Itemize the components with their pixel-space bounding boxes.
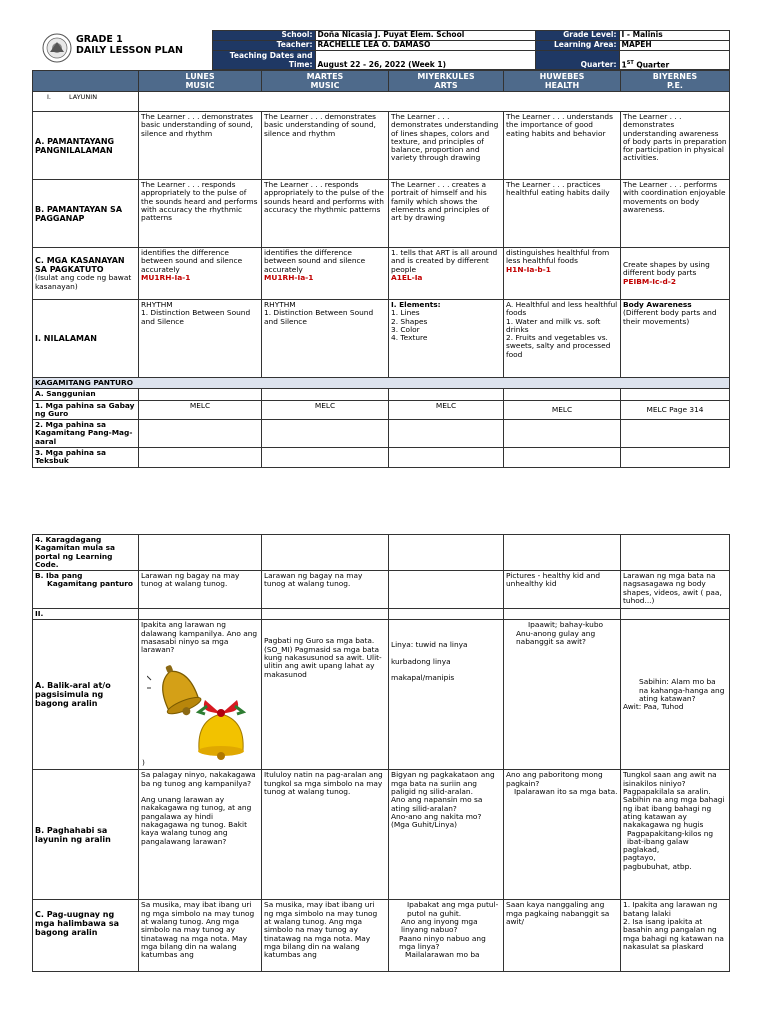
table-cell: Saan kaya nanggaling ang mga pagkaing nabanggit sa awit/ xyxy=(504,900,621,972)
christmas-bell-icon xyxy=(198,700,244,760)
kasanayan-row xyxy=(33,248,730,300)
row-label: C. Pag-uugnay ng mga halimbawa sa bagong aralin xyxy=(33,900,139,972)
table-cell: distinguishes healthful from less healthful foods H1N-Ia-b-1 xyxy=(504,248,621,300)
dates-value: August 22 - 26, 2022 (Week 1) xyxy=(315,51,535,70)
table-cell: A. Healthful and less healthful foods 1. Water and milk vs. soft drinks 2. Fruits and vegetables vs. sweets, salty and processed food xyxy=(504,300,621,378)
days-header-row xyxy=(33,71,730,92)
kagamitan-row xyxy=(33,378,730,389)
table-cell: Body Awareness (Different body parts and their movements) xyxy=(621,300,730,378)
table-cell: The Learner . . . demonstrates basic understanding of sound, silence and rhythm xyxy=(139,112,262,180)
teacher-label: Teacher: xyxy=(212,41,315,51)
table-cell: Itululoy natin na pag-aralan ang tungkol sa mga simbolo na may tunog at walang tunog. xyxy=(262,770,389,900)
row-label: B. PAMANTAYAN SA PAGGANAP xyxy=(33,180,139,248)
karagdagang-row xyxy=(33,535,730,571)
table-cell: RHYTHM 1. Distinction Between Sound and Silence xyxy=(139,300,262,378)
section-heading: KAGAMITANG PANTURO xyxy=(33,378,730,389)
deped-seal-icon xyxy=(42,33,72,63)
row-label: B. Iba pang Kagamitang panturo xyxy=(33,571,139,609)
table-cell: Linya: tuwid na linya kurbadong linya makapal/manipis xyxy=(389,620,504,770)
table-cell: The Learner . . . practices healthful eating habits daily xyxy=(504,180,621,248)
row-label: 1. Mga pahina sa Gabay ng Guro xyxy=(33,400,139,420)
day-header-tuesday: MARTES MUSIC xyxy=(262,71,389,92)
layunin-row: I. LAYUNIN xyxy=(33,92,730,112)
day-header-friday: BIYERNES P.E. xyxy=(621,71,730,92)
table-cell: Pagbati ng Guro sa mga bata. (SO_MI) Pagmasid sa mga bata kung nakasusunod sa awit. Ulit-ulitin ang awit upang lahat ay makasunod xyxy=(262,620,389,770)
day-header-monday: LUNES MUSIC xyxy=(139,71,262,92)
teksbuk-row xyxy=(33,448,730,468)
table-cell: Sabihin: Alam mo ba na kahanga-hanga ang ating katawan? Awit: Paa, Tuhod xyxy=(621,620,730,770)
table-cell: Create shapes by using different body parts PEIBM-Ic-d-2 xyxy=(621,248,730,300)
table-cell: Ipakita ang larawan ng dalawang kampanilya. Ano ang masasabi ninyo sa mga larawan? ) xyxy=(139,620,262,770)
table-cell: MELC xyxy=(262,400,389,420)
row-label: B. Paghahabi sa layunin ng aralin xyxy=(33,770,139,900)
header-table xyxy=(32,30,730,70)
table-cell: The Learner . . . understands the importance of good eating habits and behavior xyxy=(504,112,621,180)
lesson-table-page-2 xyxy=(32,534,730,972)
teacher-value: RACHELLE LEA O. DAMASO xyxy=(315,41,535,51)
table-cell: The Learner . . . demonstrates understanding awareness of body parts in preparation for participation in physical activities. xyxy=(621,112,730,180)
ii-row: II. xyxy=(33,609,730,620)
table-cell: Larawan ng bagay na may tunog at walang tunog. xyxy=(262,571,389,609)
lesson-table-page-1 xyxy=(32,70,730,468)
lesson-plan-page-1 xyxy=(32,30,729,468)
table-cell: MELC xyxy=(504,400,621,420)
row-label: I. NILALAMAN xyxy=(33,300,139,378)
grade-title: GRADE 1 xyxy=(76,33,123,45)
gabay-row xyxy=(33,400,730,420)
table-cell: Ano ang paboritong mong pagkain? Ipalarawan ito sa mga bata. xyxy=(504,770,621,900)
dates-label: Teaching Dates and Time: xyxy=(212,51,315,70)
quarter-label: Quarter: xyxy=(535,51,619,70)
kagamitang-pang-mag-aaral-row xyxy=(33,420,730,448)
table-cell: Tungkol saan ang awit na isinakilos niniyo? Pagpapakilala sa aralin. Sabihin na ang mga bahagi ng ibat ibang bahagi ng ating katawan ay nakakagawa ng hugis Pagpapakitang-kilos ng ibat-ibang galaw paglakad, pagtayo, pagbubuhat, atbp. xyxy=(621,770,730,900)
day-header-thursday: HUWEBES HEALTH xyxy=(504,71,621,92)
table-cell: Ipabakat ang mga putul-putol na guhit. Ano ang inyong mga linyang nabuo? Paano ninyo nabuo ang mga linya? Mailalarawan mo ba xyxy=(389,900,504,972)
plan-title: DAILY LESSON PLAN xyxy=(76,44,183,56)
table-cell xyxy=(389,571,504,609)
bells-image xyxy=(147,658,257,760)
paghahabi-row xyxy=(33,770,730,900)
table-cell: Ipaawit; bahay-kubo Anu-anong gulay ang nabanggit sa awit? xyxy=(504,620,621,770)
pamantayan-sa-pagganap-row xyxy=(33,180,730,248)
day-header-wednesday: MIYERKULES ARTS xyxy=(389,71,504,92)
balik-aral-row xyxy=(33,620,730,770)
school-label: School: xyxy=(212,31,315,41)
table-cell: I. Elements: 1. Lines 2. Shapes 3. Color 4. Texture xyxy=(389,300,504,378)
table-cell: MELC xyxy=(139,400,262,420)
table-cell: The Learner . . . demonstrates understanding of lines shapes, colors and texture, and principles of balance, proportion and variety through drawing xyxy=(389,112,504,180)
row-label: 2. Mga pahina sa Kagamitang Pang-Mag-aaral xyxy=(33,420,139,448)
row-label: A. Balik-aral at/o pagsisimula ng bagong aralin xyxy=(33,620,139,770)
row-label: A. PAMANTAYANG PANGNILALAMAN xyxy=(33,112,139,180)
title-block xyxy=(32,31,212,70)
table-cell: 1. tells that ART is all around and is created by different people A1EL-Ia xyxy=(389,248,504,300)
grade-level-label: Grade Level: xyxy=(535,31,619,41)
table-cell: MELC xyxy=(389,400,504,420)
table-cell: MELC Page 314 xyxy=(621,400,730,420)
learning-area-value: MAPEH xyxy=(619,41,729,51)
table-cell: RHYTHM 1. Distinction Between Sound and Silence xyxy=(262,300,389,378)
table-cell: Bigyan ng pagkakataon ang mga bata na suriin ang paligid ng silid-aralan. Ano ang napansin mo sa ating silid-aralan? Ano-ano ang nakita mo? (Mga Guhit/Linya) xyxy=(389,770,504,900)
sanggunian-row: A. Sanggunian xyxy=(33,389,730,400)
lesson-plan-page-2 xyxy=(32,534,729,972)
row-label: 4. Karagdagang Kagamitan mula sa portal ng Learning Code. xyxy=(33,535,139,571)
grade-level-value: I - Malinis xyxy=(619,31,729,41)
row-label: 3. Mga pahina sa Teksbuk xyxy=(33,448,139,468)
learning-area-label: Learning Area: xyxy=(535,41,619,51)
table-cell: Larawan ng mga bata na nagsasagawa ng body shapes, videos, awit ( paa, tuhod...) xyxy=(621,571,730,609)
table-cell: The Learner . . . demonstrates basic understanding of sound, silence and rhythm xyxy=(262,112,389,180)
table-cell: Sa musika, may ibat ibang uri ng mga simbolo na may tunog at walang tunog. Ang mga simbolo na may tunog ay tinatawag na mga nota. May mga bilang din na walang katumbas ang xyxy=(262,900,389,972)
school-value: Doña Nicasia J. Puyat Elem. School xyxy=(315,31,535,41)
nilalaman-row xyxy=(33,300,730,378)
row-label: C. MGA KASANAYAN SA PAGKATUTO (Isulat ang code ng bawat kasanayan) xyxy=(33,248,139,300)
table-cell: 1. Ipakita ang larawan ng batang lalaki 2. Isa isang ipakita at basahin ang pangalan ng mga bahagi ng katawan na nakasulat sa plaskard xyxy=(621,900,730,972)
pag-uugnay-row xyxy=(33,900,730,972)
table-cell: The Learner . . . performs with coordination enjoyable movements on body awareness. xyxy=(621,180,730,248)
table-cell: Larawan ng bagay na may tunog at walang tunog. xyxy=(139,571,262,609)
quarter-value: 1ST Quarter xyxy=(619,51,729,70)
table-cell: The Learner . . . creates a portrait of himself and his family which shows the elements and principles of art by drawing xyxy=(389,180,504,248)
table-cell: The Learner . . . responds appropriately to the pulse of the sounds heard and performs with accuracy the rhythmic patterns xyxy=(262,180,389,248)
table-cell: identifies the difference between sound and silence accurately MU1RH-Ia-1 xyxy=(262,248,389,300)
table-cell: Pictures - healthy kid and unhealthy kid xyxy=(504,571,621,609)
pamantayang-nilalaman-row xyxy=(33,112,730,180)
table-cell: identifies the difference between sound and silence accurately MU1RH-Ia-1 xyxy=(139,248,262,300)
table-cell: Sa palagay ninyo, nakakagawa ba ng tunog ang kampanilya? Ang unang larawan ay nakakagawa ng tunog, at ang pangalawa ay hindi nakagagawa ng tunog. Bakit kaya walang tunog ang pangalawang larawan? xyxy=(139,770,262,900)
table-cell: Sa musika, may ibat ibang uri ng mga simbolo na may tunog at walang tunog. Ang mga simbolo na may tunog ay tinatawag na mga nota. May mga bilang din na walang katumbas ang xyxy=(139,900,262,972)
iba-pang-kagamitan-row xyxy=(33,571,730,609)
table-cell: The Learner . . . responds appropriately to the pulse of the sounds heard and performs with accuracy the rhythmic patterns xyxy=(139,180,262,248)
